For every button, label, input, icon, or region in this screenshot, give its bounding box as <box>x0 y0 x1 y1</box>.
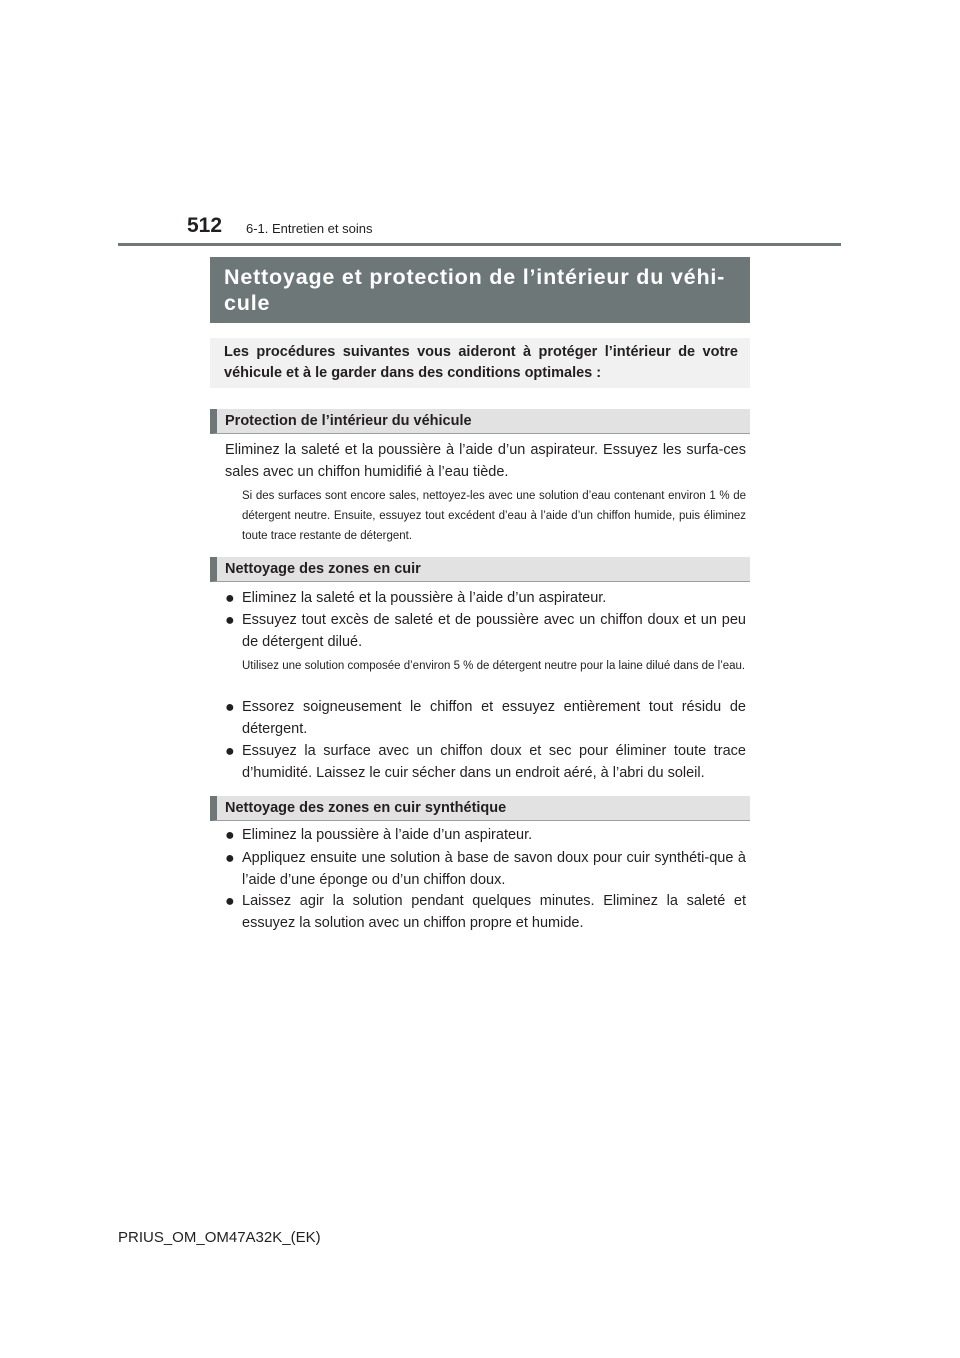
bullet-icon: ● <box>225 590 235 607</box>
list-item-text: Laissez agir la solution pendant quelques minutes. Eliminez la saleté et essuyez la solution avec un chiffon propre et humide. <box>242 893 746 931</box>
list-item <box>225 825 746 847</box>
list-item-text: Appliquez ensuite une solution à base de savon doux pour cuir synthéti-que à l’aide d’une éponge ou d’un chiffon doux. <box>242 850 746 888</box>
list-item-text: Essorez soigneusement le chiffon et essuyez entièrement tout résidu de détergent. <box>242 699 746 737</box>
list-item-text: Essuyez tout excès de saleté et de poussière avec un chiffon doux et un peu de détergent dilué. <box>242 612 746 650</box>
bullet-icon: ● <box>225 893 235 910</box>
list-item <box>225 588 746 610</box>
list-item <box>225 741 746 784</box>
bullet-icon: ● <box>225 743 235 760</box>
section-heading-leather: Nettoyage des zones en cuir <box>210 557 750 582</box>
list-item <box>225 891 746 934</box>
page-number: 512 <box>187 214 223 237</box>
footer-document-code: PRIUS_OM_OM47A32K_(EK) <box>118 1229 321 1246</box>
header-rule <box>118 243 841 246</box>
title-box <box>210 257 750 323</box>
list-item <box>225 848 746 891</box>
list-item <box>225 610 746 653</box>
page-title <box>224 264 736 316</box>
list-item <box>225 697 746 740</box>
title-line-1: Nettoyage et protection de l’intérieur du véhi- <box>224 265 726 289</box>
bullet-icon: ● <box>225 827 235 844</box>
bullet-icon: ● <box>225 850 235 867</box>
section-paragraph-interior: Eliminez la saleté et la poussière à l’aide d’un aspirateur. Essuyez les surfa-ces sales avec un chiffon humidifié à l’eau tiède. <box>225 442 746 480</box>
list-item-text: Eliminez la saleté et la poussière à l’aide d’un aspirateur. <box>242 590 607 606</box>
list-item-text: Essuyez la surface avec un chiffon doux et sec pour éliminer toute trace d’humidité. Laissez le cuir sécher dans un endroit aéré, à l’abri du soleil. <box>242 743 746 781</box>
bullet-icon: ● <box>225 699 235 716</box>
section-heading-synthetic-leather: Nettoyage des zones en cuir synthétique <box>210 796 750 821</box>
intro-box: Les procédures suivantes vous aideront à protéger l’intérieur de votre véhicule et à le garder dans des conditions optimales : <box>210 338 750 388</box>
section-note-interior: Si des surfaces sont encore sales, nettoyez-les avec une solution d’eau contenant environ 1 % de détergent neutre. Ensuite, essuyez tout excédent d’eau à l’aide d’un chiffon humide, puis éliminez toute trace restante de détergent. <box>242 490 746 542</box>
section-note-leather: Utilisez une solution composée d’environ 5 % de détergent neutre pour la laine dilué dans de l’eau. <box>242 660 746 672</box>
section-heading-interior: Protection de l’intérieur du véhicule <box>210 409 750 434</box>
bullet-icon: ● <box>225 612 235 629</box>
chapter-reference: 6-1. Entretien et soins <box>246 221 373 236</box>
list-item-text: Eliminez la poussière à l’aide d’un aspirateur. <box>242 827 533 843</box>
title-line-2: cule <box>224 291 271 315</box>
